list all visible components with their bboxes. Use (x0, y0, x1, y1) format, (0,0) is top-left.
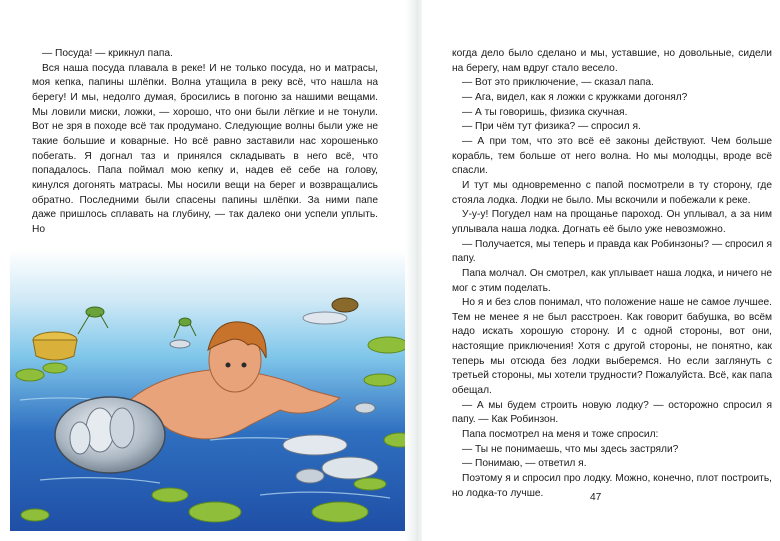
dish-bowl (55, 397, 165, 473)
paragraph: когда дело было сделано и мы, уставшие, но довольные, сидели на берегу, нам вдруг стало весело. (452, 48, 772, 74)
paragraph: Папа молчал. Он смотрел, как уплывает наша лодка, и ничего не мог с этим поделать. (452, 267, 772, 294)
floating-pot (33, 332, 77, 360)
paragraph: — Понимаю, — ответил я. (462, 458, 587, 470)
paragraph: — А мы будем строить новую лодку? — осторожно спросил я папу. — Как Робинзон. (452, 399, 772, 426)
right-page-text (452, 47, 772, 501)
paragraph: — А ты говоришь, физика скучная. (462, 106, 628, 118)
paragraph: И тут мы одновременно с папой посмотрели в ту сторону, где стояла лодка. Лодки не было. Мы вскочили и побежали к реке. (452, 179, 772, 206)
paragraph: — А при том, что это всё её законы действуют. Чем больше корабль, тем больше от него волна. Но мы молодцы, вроде всё спасли. (452, 135, 772, 177)
paragraph: У-у-у! Погудел нам на прощанье пароход. Он уплывал, а за ним уплывала наша лодка. Догнать её было уже невозможно. (452, 209, 772, 235)
floating-cup (170, 340, 190, 348)
paragraph: Вся наша посуда плавала в реке! И не только посуда, но и матрасы, моя кепка, папины шлёпки. Волна утащила в реку всё, что нашла на берегу! И мы, недолго думая, бросились в погоню за нашими вещами. Мы ловили миски, ложки, — хорошо, что они были лёгкие и не тонули. Вот не зря в походе всё так продумано. Следующие волны были уже не такие большие и коварные. Но всё равно заставили нас хорошенько побегать. Я догнал таз и принялся складывать в него всё, что попадалось. Папа поймал мою кепку и, надев её себе на голову, кинулся догонять матрасы. Мы носили вещи на берег и возвращались обратно. Последними были спасены папины шлёпки. За ними папе даже пришлось сплавать на глубину, — так далеко они успели уплыть. Но (32, 62, 378, 235)
river-illustration (10, 250, 410, 531)
paragraph: — Получается, мы теперь и правда как Робинзоны? — спросил я папу. (452, 238, 772, 265)
right-page (422, 0, 780, 541)
page-number: 47 (590, 492, 602, 503)
paragraph: — При чём тут физика? — спросил я. (462, 121, 641, 133)
paragraph: Папа посмотрел на меня и тоже спросил: (462, 429, 659, 441)
paragraph: — Посуда! — крикнул папа. (42, 48, 173, 59)
paragraph: — Ты не понимаешь, что мы здесь застряли? (462, 443, 679, 455)
paragraph: — Ага, видел, как я ложки с кружками догонял? (462, 91, 688, 103)
left-page-text (32, 47, 378, 238)
paragraph: Но я и без слов понимал, что положение наше не самое лучшее. Тем не менее я не был расстроен. Как говорит бабушка, во всём надо искать хорошую сторону. И с одной стороны, вот они, настоящие приключения! Хотя с другой стороны, не понятно, как теперь мы отсюда без лодки выберемся. Но если заглянуть с третьей стороны, мы хотели трудности? Пожалуйста. Всё, как папа обещал. (452, 297, 772, 397)
paragraph: — Вот это приключение, — сказал папа. (462, 77, 654, 89)
paragraph: Поэтому я и спросил про лодку. Можно, конечно, плот построить, но лодка-то лучше. (452, 473, 772, 499)
